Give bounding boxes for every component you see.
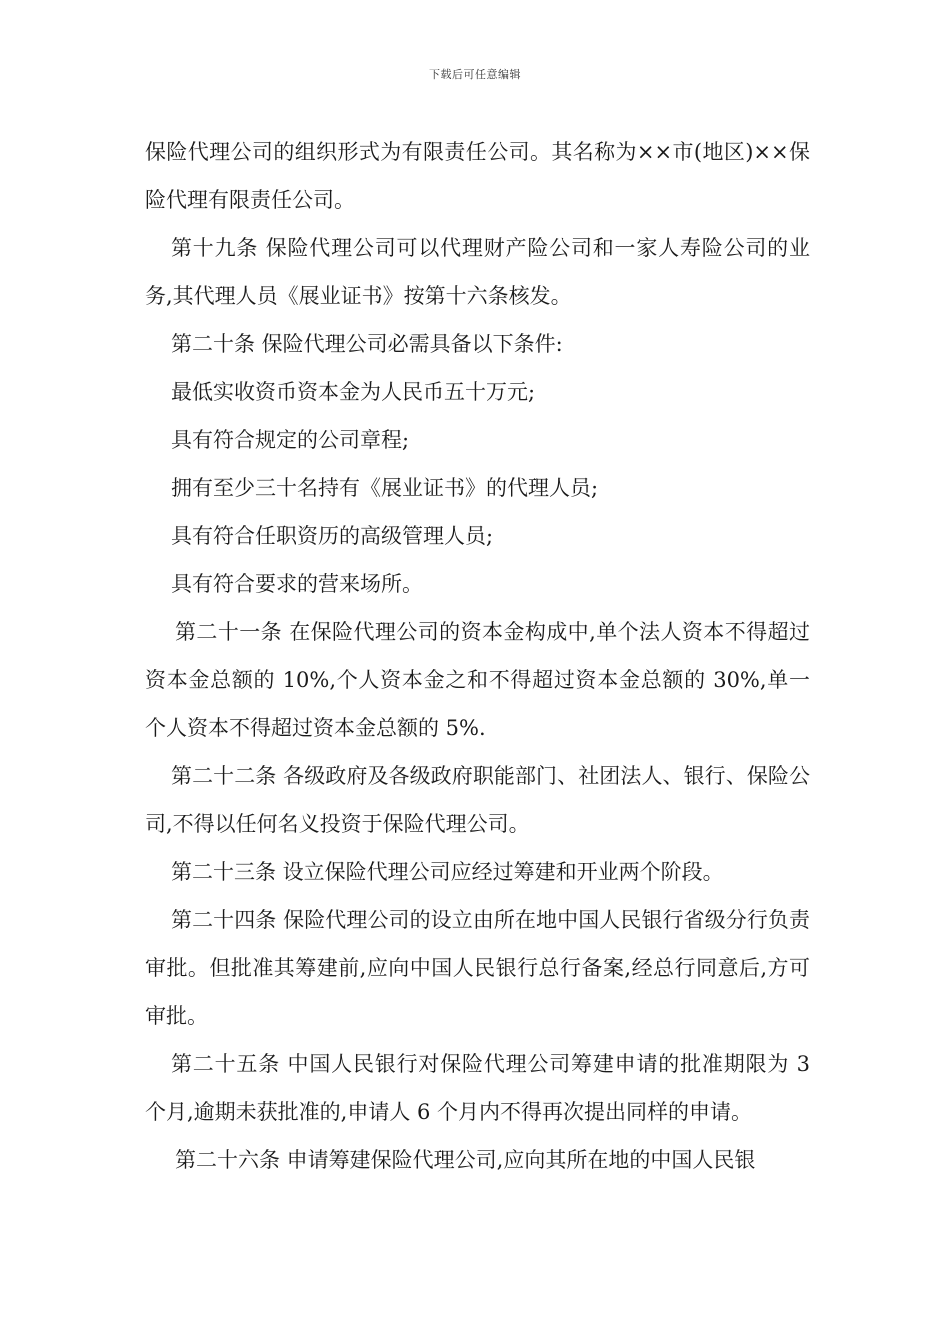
article-19: 第十九条 保险代理公司可以代理财产险公司和一家人寿险公司的业务,其代理人员《展业证书》按第十六条核发。: [145, 236, 810, 308]
condition-item: 具有符合规定的公司章程;: [171, 428, 410, 452]
article-26: 第二十六条 申请筹建保险代理公司,应向其所在地的中国人民银: [175, 1148, 756, 1172]
article-22: 第二十二条 各级政府及各级政府职能部门、社团法人、银行、保险公司,不得以任何名义投资于保险代理公司。: [145, 764, 810, 836]
article-24: 第二十四条 保险代理公司的设立由所在地中国人民银行省级分行负责审批。但批准其筹建前,应向中国人民银行总行备案,经总行同意后,方可审批。: [145, 908, 810, 1028]
document-body: [145, 128, 810, 1184]
condition-item: 拥有至少三十名持有《展业证书》的代理人员;: [171, 476, 599, 500]
page-header: 下载后可任意编辑: [429, 68, 521, 81]
condition-item: 最低实收资币资本金为人民币五十万元;: [171, 380, 536, 404]
article-20: 第二十条 保险代理公司必需具备以下条件:: [171, 332, 563, 356]
condition-item: 具有符合任职资历的高级管理人员;: [171, 524, 494, 548]
condition-item: 具有符合要求的营来场所。: [171, 572, 423, 596]
paragraph: 保险代理公司的组织形式为有限责任公司。其名称为××市(地区)××保险代理有限责任公司。: [145, 140, 810, 212]
article-25: 第二十五条 中国人民银行对保险代理公司筹建申请的批准期限为 3 个月,逾期未获批准的,申请人 6 个月内不得再次提出同样的申请。: [145, 1052, 810, 1124]
article-23: 第二十三条 设立保险代理公司应经过筹建和开业两个阶段。: [171, 860, 724, 884]
article-21: 第二十一条 在保险代理公司的资本金构成中,单个法人资本不得超过资本金总额的 10%,个人资本金之和不得超过资本金总额的 30%,单一个人资本不得超过资本金总额的 5%.: [145, 620, 810, 740]
